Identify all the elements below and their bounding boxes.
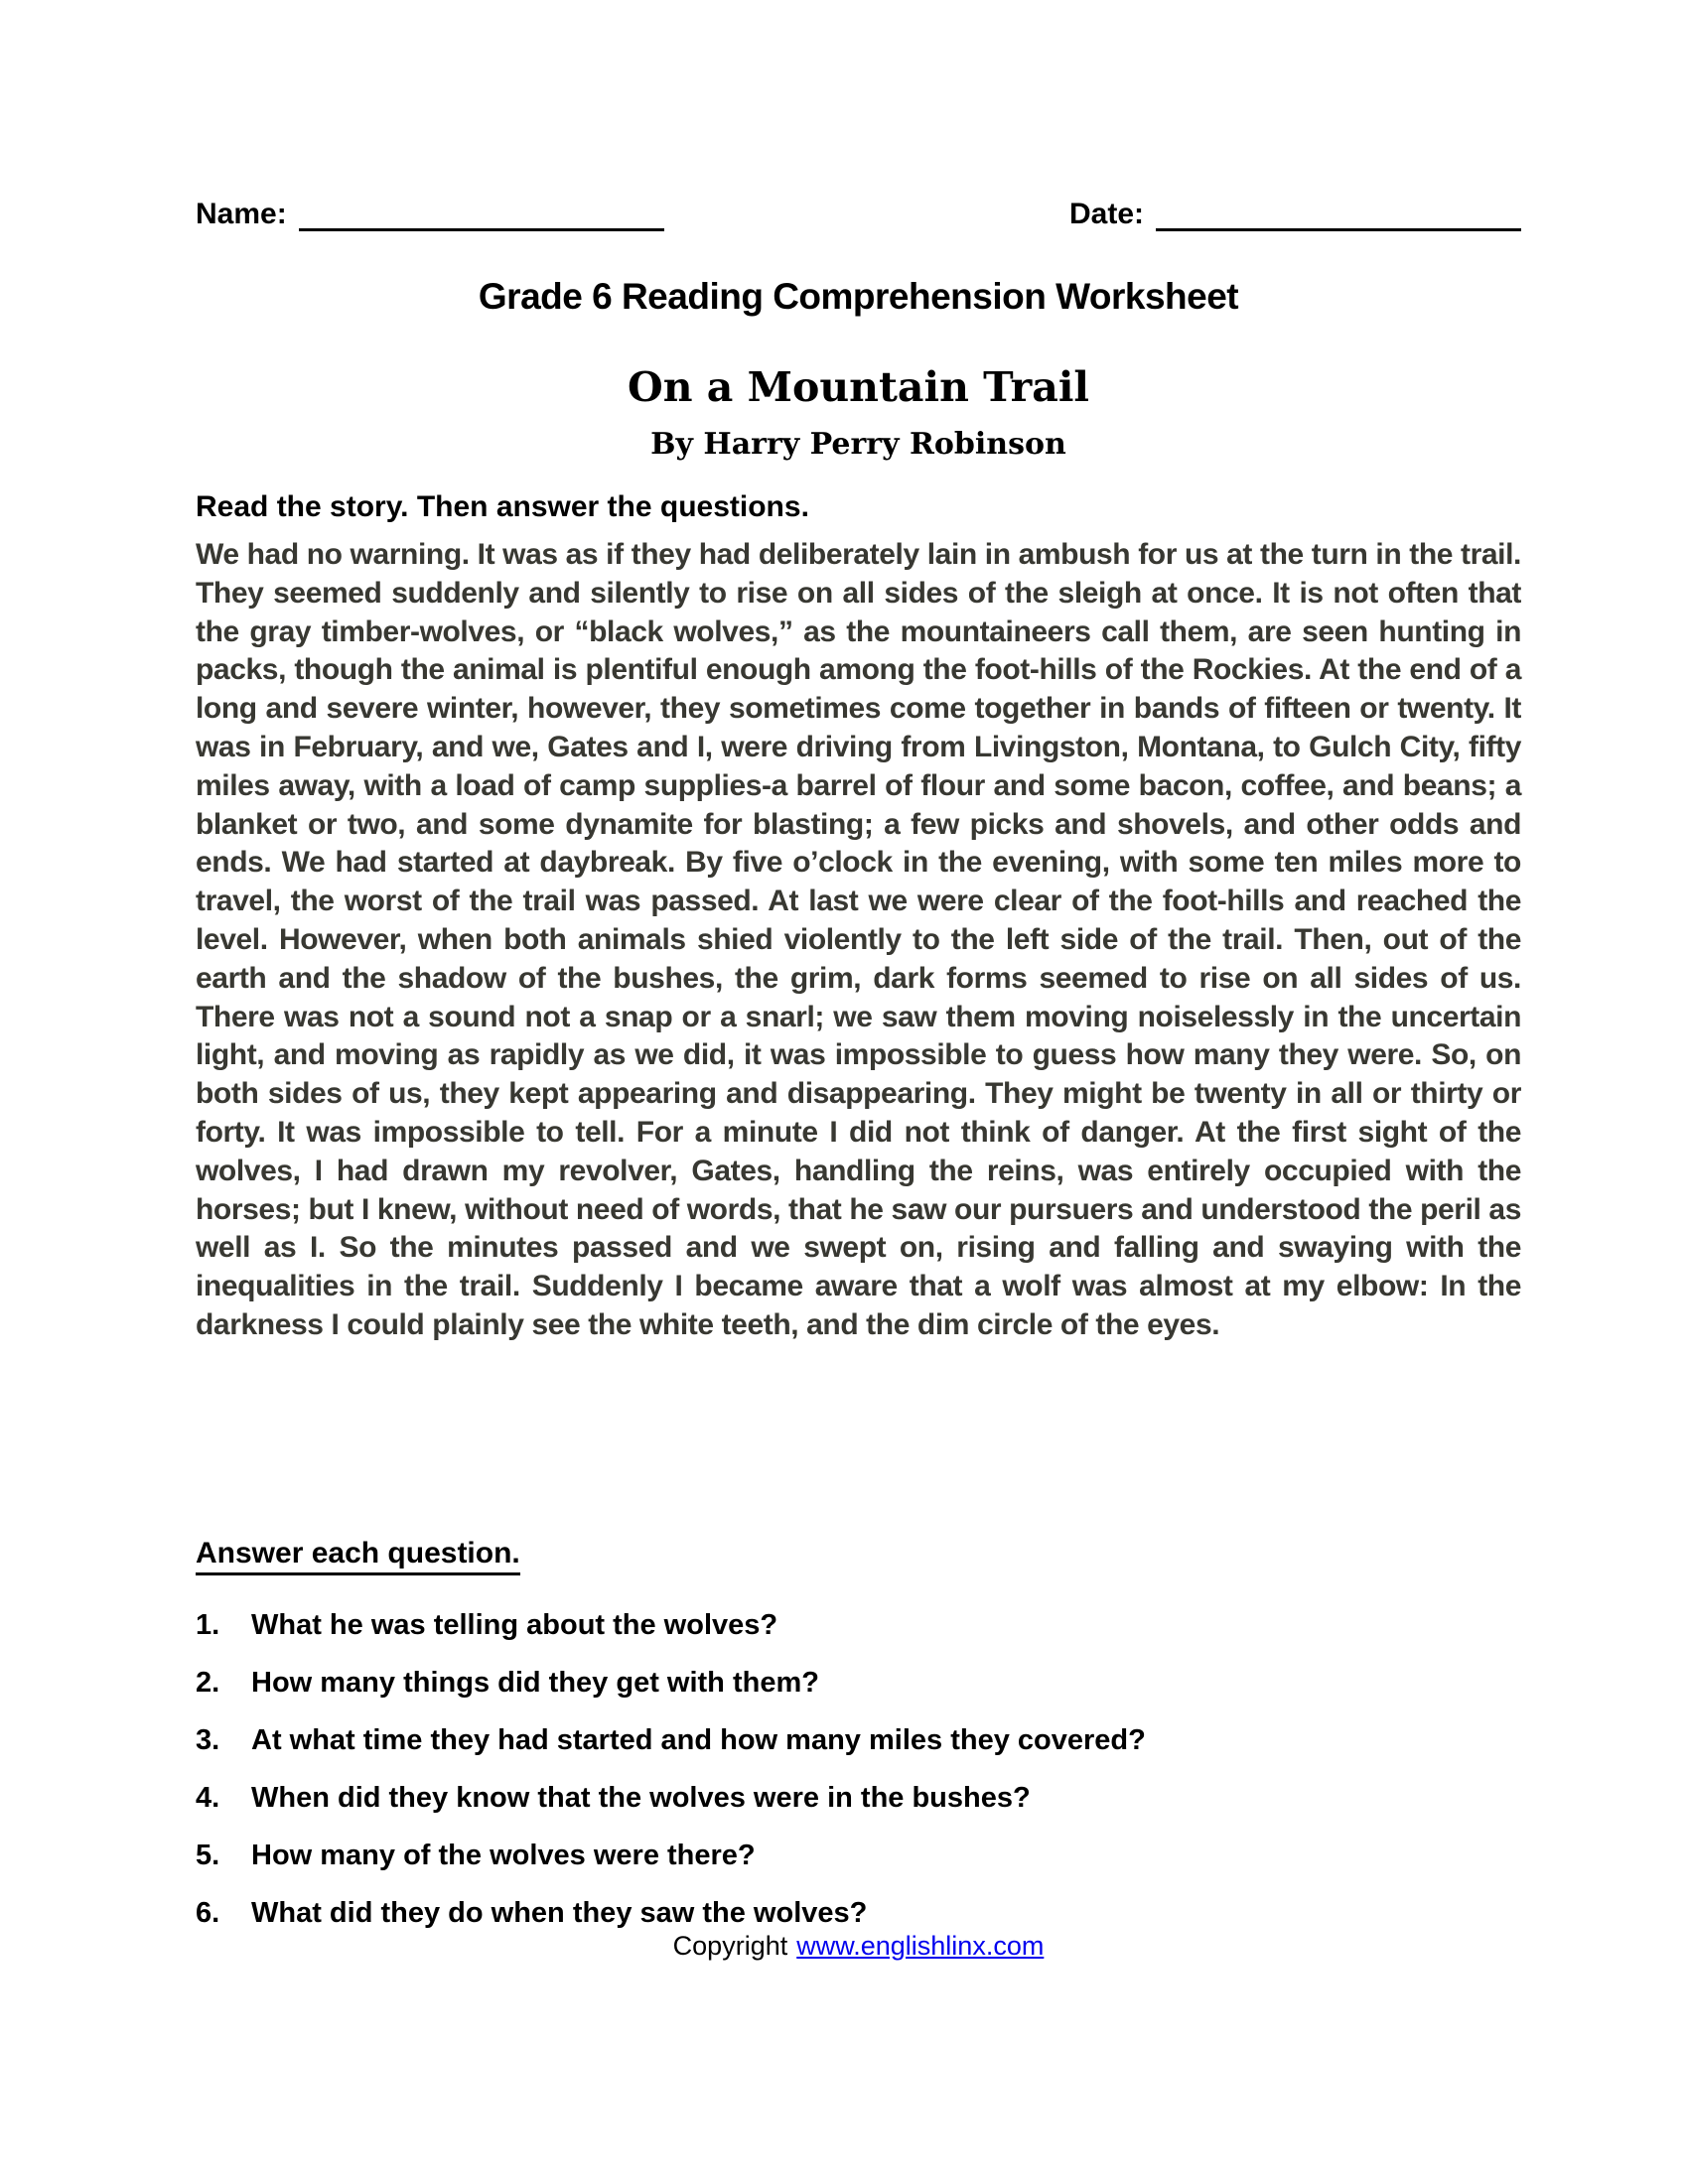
question-number: 3.	[196, 1724, 220, 1756]
question-item	[196, 1783, 1521, 1813]
question-item	[196, 1841, 1521, 1870]
question-text: At what time they had started and how many miles they covered?	[251, 1724, 1146, 1756]
date-label: Date:	[1068, 198, 1144, 230]
name-blank-line	[299, 195, 664, 231]
date-blank-line	[1156, 195, 1521, 231]
question-number: 1.	[196, 1609, 220, 1641]
questions-heading-label: Answer each question.	[196, 1537, 520, 1575]
questions-heading	[196, 1537, 520, 1575]
question-item	[196, 1668, 1521, 1698]
story-paragraph: We had no warning. It was as if they had deliberately lain in ambush for us at the turn in the trail. They seemed suddenly and silently to rise on all sides of the sleigh at once. It is not often that the gray timber-wolves, or “black wolves,” as the mountaineers call them, are seen hunting in packs, though the animal is plentiful enough among the foot-hills of the Rockies. At the end of a long and severe winter, however, they sometimes come together in bands of fifteen or twenty. It was in February, and we, Gates and I, were driving from Livingston, Montana, to Gulch City, fifty miles away, with a load of camp supplies-a barrel of flour and some bacon, coffee, and beans; a blanket or two, and some dynamite for blasting; a few picks and shovels, and other odds and ends. We had started at daybreak. By five o’clock in the evening, with some ten miles more to travel, the worst of the trail was passed. At last we were clear of the foot-hills and reached the level. However, when both animals shied violently to the left side of the trail. Then, out of the earth and the shadow of the bushes, the grim, dark forms seemed to rise on all sides of us. There was not a sound not a snap or a snarl; we saw them moving noiselessly in the uncertain light, and moving as rapidly as we did, it was impossible to guess how many they were. So, on both sides of us, they kept appearing and disappearing. They might be twenty in all or thirty or forty. It was impossible to tell. For a minute I did not think of danger. At the first sight of the wolves, I had drawn my revolver, Gates, handling the reins, was entirely occupied with the horses; but I knew, without need of words, that he saw our pursuers and understood the peril as well as I. So the minutes passed and we swept on, rising and falling and swaying with the inequalities in the trail. Suddenly I became aware that a wolf was almost at my elbow: In the darkness I could plainly see the white teeth, and the dim circle of the eyes.	[196, 538, 1521, 1341]
question-number: 4.	[196, 1782, 220, 1814]
copyright-link[interactable]: www.englishlinx.com	[796, 1931, 1045, 1961]
question-number: 2.	[196, 1667, 220, 1699]
question-text: How many of the wolves were there?	[251, 1840, 756, 1871]
date-field	[1069, 195, 1521, 231]
footer	[196, 1931, 1521, 1962]
worksheet-title: Grade 6 Reading Comprehension Worksheet	[478, 276, 1239, 317]
question-text: What he was telling about the wolves?	[251, 1609, 778, 1641]
question-item	[196, 1725, 1521, 1755]
question-number: 5.	[196, 1840, 220, 1871]
question-text: How many things did they get with them?	[251, 1667, 819, 1699]
story-title: On a Mountain Trail	[628, 363, 1089, 411]
question-number: 6.	[196, 1897, 220, 1929]
name-label: Name:	[196, 198, 287, 230]
name-field	[196, 195, 664, 231]
story-author: By Harry Perry Robinson	[650, 427, 1066, 462]
question-item	[196, 1898, 1521, 1928]
instructions-text: Read the story. Then answer the questions.	[196, 490, 809, 523]
questions-list	[196, 1610, 1521, 1956]
question-text: What did they do when they saw the wolves?	[251, 1897, 868, 1929]
question-text: When did they know that the wolves were in the bushes?	[251, 1782, 1031, 1814]
header-row	[196, 195, 1521, 231]
copyright-label: Copyright	[672, 1931, 788, 1961]
question-item	[196, 1610, 1521, 1640]
